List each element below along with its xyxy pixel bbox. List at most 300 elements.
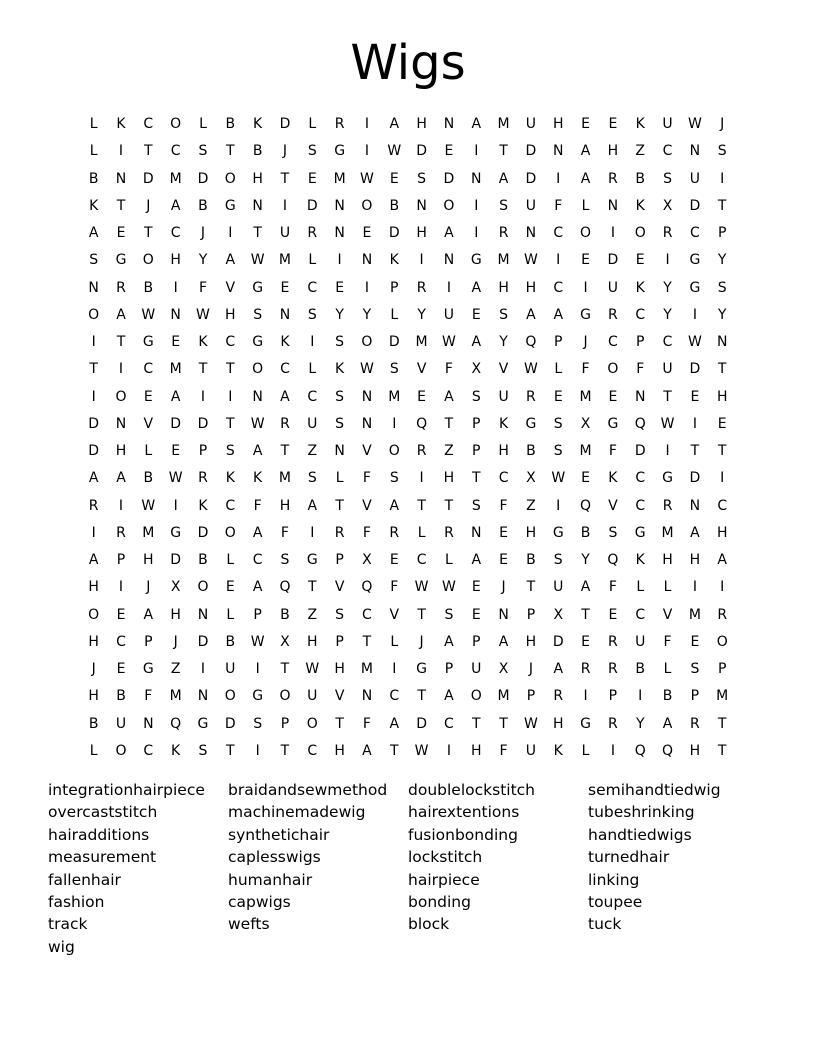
grid-letter: I: [392, 415, 397, 432]
grid-letter: I: [692, 306, 697, 323]
grid-letter: N: [334, 443, 345, 459]
grid-letter: S: [663, 170, 672, 187]
grid-letter: D: [388, 225, 400, 241]
grid-letter: A: [389, 497, 400, 514]
grid-letter: V: [608, 497, 618, 514]
grid-letter: H: [252, 170, 263, 187]
grid-row: [80, 193, 736, 220]
grid-letter: C: [280, 361, 290, 378]
grid-letter: S: [444, 606, 454, 623]
grid-letter: F: [663, 633, 672, 650]
grid-letter: M: [142, 524, 155, 541]
grid-row: [80, 411, 736, 438]
grid-letter: K: [635, 116, 645, 132]
grid-letter: N: [634, 388, 646, 405]
grid-letter: G: [525, 415, 537, 432]
grid-letter: S: [499, 197, 509, 214]
grid-letter: C: [170, 225, 181, 241]
grid-letter: C: [635, 606, 646, 623]
grid-letter: H: [170, 606, 181, 623]
grid-letter: P: [526, 606, 536, 623]
grid-letter: I: [692, 579, 697, 596]
grid-letter: G: [416, 661, 428, 677]
grid-letter: N: [553, 143, 564, 160]
grid-letter: T: [198, 361, 208, 378]
grid-letter: R: [608, 715, 618, 732]
grid-letter: I: [692, 415, 697, 432]
grid-letter: W: [250, 633, 265, 650]
grid-letter: W: [660, 415, 675, 432]
grid-letter: X: [498, 661, 509, 677]
grid-letter: S: [335, 388, 345, 405]
grid-letter: K: [608, 470, 618, 487]
grid-letter: E: [608, 388, 618, 405]
grid-letter: Q: [662, 742, 674, 759]
grid-letter: T: [144, 143, 153, 160]
grid-letter: D: [552, 633, 564, 650]
grid-row: [80, 574, 736, 601]
grid-letter: T: [226, 361, 235, 378]
grid-letter: P: [335, 552, 344, 568]
grid-letter: N: [525, 225, 537, 241]
grid-letter: L: [581, 742, 590, 759]
grid-letter: S: [335, 415, 345, 432]
grid-letter: K: [89, 197, 99, 214]
grid-letter: O: [443, 197, 455, 214]
grid-letter: G: [115, 252, 127, 269]
grid-letter: R: [608, 306, 618, 323]
grid-letter: A: [225, 252, 236, 269]
grid-letter: I: [118, 143, 124, 160]
grid-letter: C: [553, 279, 564, 296]
grid-letter: F: [499, 497, 508, 514]
grid-letter: V: [389, 606, 400, 623]
grid-letter: B: [143, 279, 154, 296]
grid-letter: K: [389, 252, 399, 269]
grid-letter: A: [444, 388, 454, 405]
grid-letter: R: [608, 170, 618, 187]
grid-letter: X: [170, 579, 181, 596]
grid-letter: T: [280, 443, 290, 459]
grid-letter: W: [305, 661, 320, 677]
grid-letter: P: [472, 633, 481, 650]
grid-letter: V: [362, 497, 372, 514]
grid-letter: T: [717, 715, 727, 732]
grid-letter: M: [497, 688, 510, 705]
grid-letter: I: [556, 497, 561, 514]
grid-letter: O: [224, 170, 236, 187]
grid-letter: J: [200, 225, 206, 241]
grid-letter: B: [225, 633, 236, 650]
grid-letter: W: [414, 579, 429, 596]
grid-letter: J: [720, 116, 725, 132]
grid-letter: Z: [526, 497, 536, 514]
word-list-item: track: [48, 915, 88, 934]
grid-letter: M: [333, 170, 346, 187]
grid-letter: B: [635, 661, 646, 677]
grid-letter: H: [334, 742, 345, 759]
word-list-item: handtiedwigs: [588, 825, 692, 844]
word-list-column: [228, 779, 408, 958]
grid-letter: H: [552, 116, 564, 132]
grid-letter: N: [443, 116, 455, 132]
grid-letter: P: [472, 415, 481, 432]
grid-letter: L: [308, 361, 317, 378]
grid-letter: H: [662, 552, 673, 568]
grid-letter: G: [634, 524, 646, 541]
grid-row: [80, 547, 736, 574]
grid-letter: E: [499, 524, 509, 541]
grid-letter: S: [335, 606, 345, 623]
grid-letter: K: [253, 116, 263, 132]
grid-letter: I: [228, 388, 233, 405]
grid-letter: I: [118, 579, 124, 596]
grid-letter: E: [116, 606, 126, 623]
grid-letter: I: [665, 443, 670, 459]
grid-letter: R: [198, 470, 208, 487]
grid-letter: C: [143, 116, 154, 132]
grid-letter: I: [556, 252, 561, 269]
word-list-item: hairpiece: [408, 870, 480, 889]
grid-row: [80, 465, 736, 492]
grid-letter: E: [280, 279, 290, 296]
grid-letter: H: [689, 742, 701, 759]
grid-letter: H: [525, 524, 537, 541]
grid-letter: Y: [717, 252, 727, 269]
grid-letter: I: [364, 116, 370, 132]
grid-letter: L: [417, 524, 426, 541]
grid-letter: U: [307, 688, 318, 705]
grid-letter: T: [444, 497, 454, 514]
grid-letter: L: [199, 116, 207, 132]
grid-letter: I: [446, 742, 451, 759]
grid-letter: T: [417, 606, 426, 623]
grid-letter: N: [361, 252, 373, 269]
grid-letter: P: [690, 688, 700, 705]
grid-letter: T: [89, 361, 98, 378]
grid-letter: I: [419, 470, 424, 487]
grid-letter: H: [307, 633, 318, 650]
grid-letter: Y: [362, 306, 372, 323]
grid-letter: O: [170, 116, 182, 132]
grid-letter: I: [118, 361, 124, 378]
grid-row: [80, 356, 736, 383]
grid-letter: U: [498, 388, 509, 405]
grid-letter: F: [390, 579, 399, 596]
grid-letter: E: [335, 279, 345, 296]
grid-letter: Y: [717, 306, 727, 323]
grid-letter: V: [334, 688, 345, 705]
grid-letter: Q: [634, 742, 646, 759]
grid-letter: E: [143, 388, 153, 405]
grid-letter: T: [362, 633, 372, 650]
grid-letter: I: [337, 252, 342, 269]
grid-letter: T: [116, 197, 126, 214]
grid-letter: M: [169, 688, 182, 705]
grid-row: [80, 738, 736, 765]
word-list-item: wig: [48, 937, 75, 956]
grid-letter: W: [141, 497, 156, 514]
grid-letter: B: [88, 170, 99, 187]
word-list-column: [588, 779, 768, 958]
grid-letter: T: [389, 742, 399, 759]
grid-letter: R: [662, 225, 673, 241]
grid-letter: O: [580, 225, 592, 241]
grid-letter: H: [470, 742, 482, 759]
grid-letter: O: [388, 443, 400, 459]
grid-letter: A: [389, 715, 400, 732]
grid-letter: G: [224, 197, 236, 214]
word-list-item: measurement: [48, 848, 157, 867]
grid-letter: I: [446, 279, 451, 296]
grid-letter: U: [225, 661, 236, 677]
grid-letter: A: [471, 279, 482, 296]
word-list-item: fusionbonding: [408, 825, 518, 844]
grid-letter: W: [687, 334, 702, 350]
grid-letter: G: [470, 252, 482, 269]
grid-letter: A: [252, 443, 263, 459]
grid-letter: E: [608, 606, 618, 623]
grid-letter: A: [88, 470, 99, 487]
grid-letter: D: [197, 633, 209, 650]
grid-letter: H: [225, 306, 236, 323]
grid-letter: L: [335, 470, 344, 487]
grid-letter: O: [88, 306, 100, 323]
grid-letter: W: [387, 143, 402, 160]
grid-letter: B: [580, 524, 591, 541]
grid-letter: J: [419, 633, 424, 650]
grid-letter: Y: [335, 306, 344, 323]
grid-letter: I: [173, 497, 178, 514]
grid-letter: O: [88, 606, 100, 623]
grid-letter: O: [361, 334, 373, 350]
grid-letter: I: [200, 388, 206, 405]
grid-letter: S: [499, 306, 509, 323]
grid-letter: E: [690, 388, 700, 405]
grid-letter: P: [198, 443, 208, 459]
grid-letter: R: [334, 116, 345, 132]
grid-letter: O: [115, 388, 127, 405]
grid-letter: P: [608, 688, 618, 705]
grid-letter: H: [88, 633, 99, 650]
grid-letter: N: [197, 688, 209, 705]
grid-letter: O: [716, 633, 728, 650]
grid-letter: U: [662, 116, 673, 132]
grid-letter: M: [716, 688, 729, 705]
grid-letter: B: [389, 197, 400, 214]
grid-letter: G: [334, 143, 346, 160]
grid-letter: T: [253, 225, 262, 241]
grid-letter: W: [523, 252, 538, 269]
grid-letter: J: [528, 661, 533, 677]
grid-letter: D: [689, 470, 701, 487]
grid-letter: O: [142, 252, 154, 269]
grid-letter: B: [526, 443, 536, 459]
grid-letter: J: [91, 661, 96, 677]
grid-letter: K: [498, 415, 509, 432]
grid-letter: M: [688, 606, 701, 623]
grid-letter: V: [498, 361, 509, 378]
grid-letter: F: [554, 197, 563, 214]
grid-row: [80, 329, 736, 356]
grid-letter: I: [310, 524, 315, 541]
grid-letter: H: [88, 688, 99, 705]
grid-letter: E: [171, 334, 181, 350]
grid-letter: N: [361, 388, 373, 405]
grid-row: [80, 275, 736, 302]
grid-letter: A: [444, 225, 454, 241]
grid-letter: L: [308, 116, 317, 132]
grid-letter: N: [197, 606, 209, 623]
grid-letter: A: [88, 225, 99, 241]
grid-letter: O: [279, 688, 291, 705]
grid-letter: E: [116, 661, 126, 677]
grid-letter: C: [170, 143, 181, 160]
grid-letter: U: [525, 197, 537, 214]
grid-letter: C: [689, 225, 700, 241]
grid-letter: M: [169, 170, 182, 187]
grid-letter: N: [716, 334, 728, 350]
grid-letter: S: [608, 524, 618, 541]
grid-letter: L: [89, 742, 98, 759]
grid-letter: O: [197, 579, 209, 596]
grid-letter: H: [115, 443, 127, 459]
grid-letter: F: [362, 524, 371, 541]
word-list-column: [408, 779, 588, 958]
word-list-item: linking: [588, 870, 640, 889]
grid-letter: W: [250, 415, 265, 432]
grid-letter: I: [720, 579, 725, 596]
grid-letter: J: [282, 143, 288, 160]
grid-letter: V: [662, 606, 673, 623]
grid-letter: M: [278, 252, 291, 269]
word-list-item: hairadditions: [48, 825, 150, 844]
grid-letter: M: [169, 361, 182, 378]
grid-letter: Z: [170, 661, 181, 677]
grid-letter: D: [443, 170, 455, 187]
grid-letter: C: [635, 497, 646, 514]
grid-letter: C: [307, 388, 318, 405]
grid-letter: D: [689, 197, 701, 214]
grid-letter: V: [334, 579, 345, 596]
grid-letter: Q: [170, 715, 182, 732]
grid-letter: C: [307, 279, 318, 296]
grid-letter: S: [389, 470, 399, 487]
grid-letter: S: [335, 334, 345, 350]
grid-row: [80, 711, 736, 738]
grid-letter: A: [116, 306, 126, 323]
grid-letter: W: [442, 579, 456, 596]
grid-letter: M: [278, 470, 291, 487]
grid-letter: R: [608, 633, 618, 650]
grid-letter: E: [471, 306, 481, 323]
grid-letter: S: [198, 143, 208, 160]
grid-letter: F: [636, 361, 645, 378]
grid-letter: A: [252, 524, 263, 541]
grid-letter: O: [252, 361, 264, 378]
grid-letter: G: [142, 661, 154, 677]
grid-letter: D: [388, 334, 400, 350]
grid-letter: K: [635, 552, 645, 568]
grid-letter: U: [662, 361, 673, 378]
grid-letter: W: [551, 470, 566, 487]
grid-row: [80, 602, 736, 629]
grid-letter: T: [471, 715, 481, 732]
grid-letter: F: [198, 279, 207, 296]
grid-letter: P: [144, 633, 153, 650]
grid-letter: H: [416, 225, 427, 241]
grid-row: [80, 438, 736, 465]
grid-letter: T: [226, 143, 235, 160]
word-list-item: overcaststitch: [48, 803, 158, 822]
word-list-item: block: [408, 915, 450, 934]
grid-letter: I: [91, 334, 96, 350]
grid-letter: P: [335, 633, 344, 650]
grid-letter: A: [526, 306, 536, 323]
grid-letter: Q: [607, 552, 619, 568]
grid-letter: D: [197, 524, 209, 541]
grid-letter: F: [499, 742, 508, 759]
grid-letter: M: [415, 334, 428, 350]
grid-letter: K: [225, 470, 235, 487]
grid-letter: R: [553, 688, 564, 705]
grid-letter: Q: [279, 579, 291, 596]
grid-letter: N: [689, 497, 701, 514]
grid-letter: P: [554, 334, 563, 350]
grid-letter: B: [225, 116, 236, 132]
grid-letter: T: [499, 143, 508, 160]
grid-letter: I: [255, 742, 260, 759]
grid-letter: I: [282, 197, 288, 214]
grid-letter: E: [225, 579, 235, 596]
grid-letter: U: [525, 742, 537, 759]
grid-letter: D: [525, 170, 537, 187]
grid-letter: E: [635, 252, 645, 269]
grid-letter: E: [389, 552, 399, 568]
grid-letter: N: [471, 524, 482, 541]
grid-letter: V: [225, 279, 236, 296]
grid-letter: C: [225, 497, 236, 514]
grid-letter: A: [471, 552, 482, 568]
grid-letter: E: [417, 388, 427, 405]
word-list-item: bonding: [408, 893, 471, 912]
grid-letter: Z: [307, 443, 318, 459]
grid-letter: Q: [416, 415, 428, 432]
grid-letter: E: [553, 388, 563, 405]
word-list-item: semihandtiedwig: [588, 781, 721, 799]
grid-letter: T: [280, 170, 290, 187]
grid-letter: J: [146, 579, 151, 596]
word-list-item: humanhair: [228, 870, 313, 889]
grid-letter: P: [526, 688, 536, 705]
grid-letter: V: [416, 361, 427, 378]
grid-letter: Y: [198, 252, 208, 269]
grid-letter: E: [116, 225, 126, 241]
grid-letter: X: [553, 606, 564, 623]
grid-letter: A: [252, 579, 263, 596]
word-list-item: machinemadewig: [228, 803, 366, 822]
grid-letter: T: [335, 715, 344, 732]
grid-letter: N: [115, 170, 127, 187]
grid-letter: I: [610, 225, 615, 241]
grid-letter: H: [716, 524, 728, 541]
word-list-item: synthetichair: [228, 825, 330, 844]
grid-letter: R: [307, 225, 318, 241]
grid-letter: D: [416, 715, 427, 732]
grid-letter: H: [498, 443, 509, 459]
grid-letter: K: [635, 197, 645, 214]
grid-letter: O: [224, 688, 236, 705]
